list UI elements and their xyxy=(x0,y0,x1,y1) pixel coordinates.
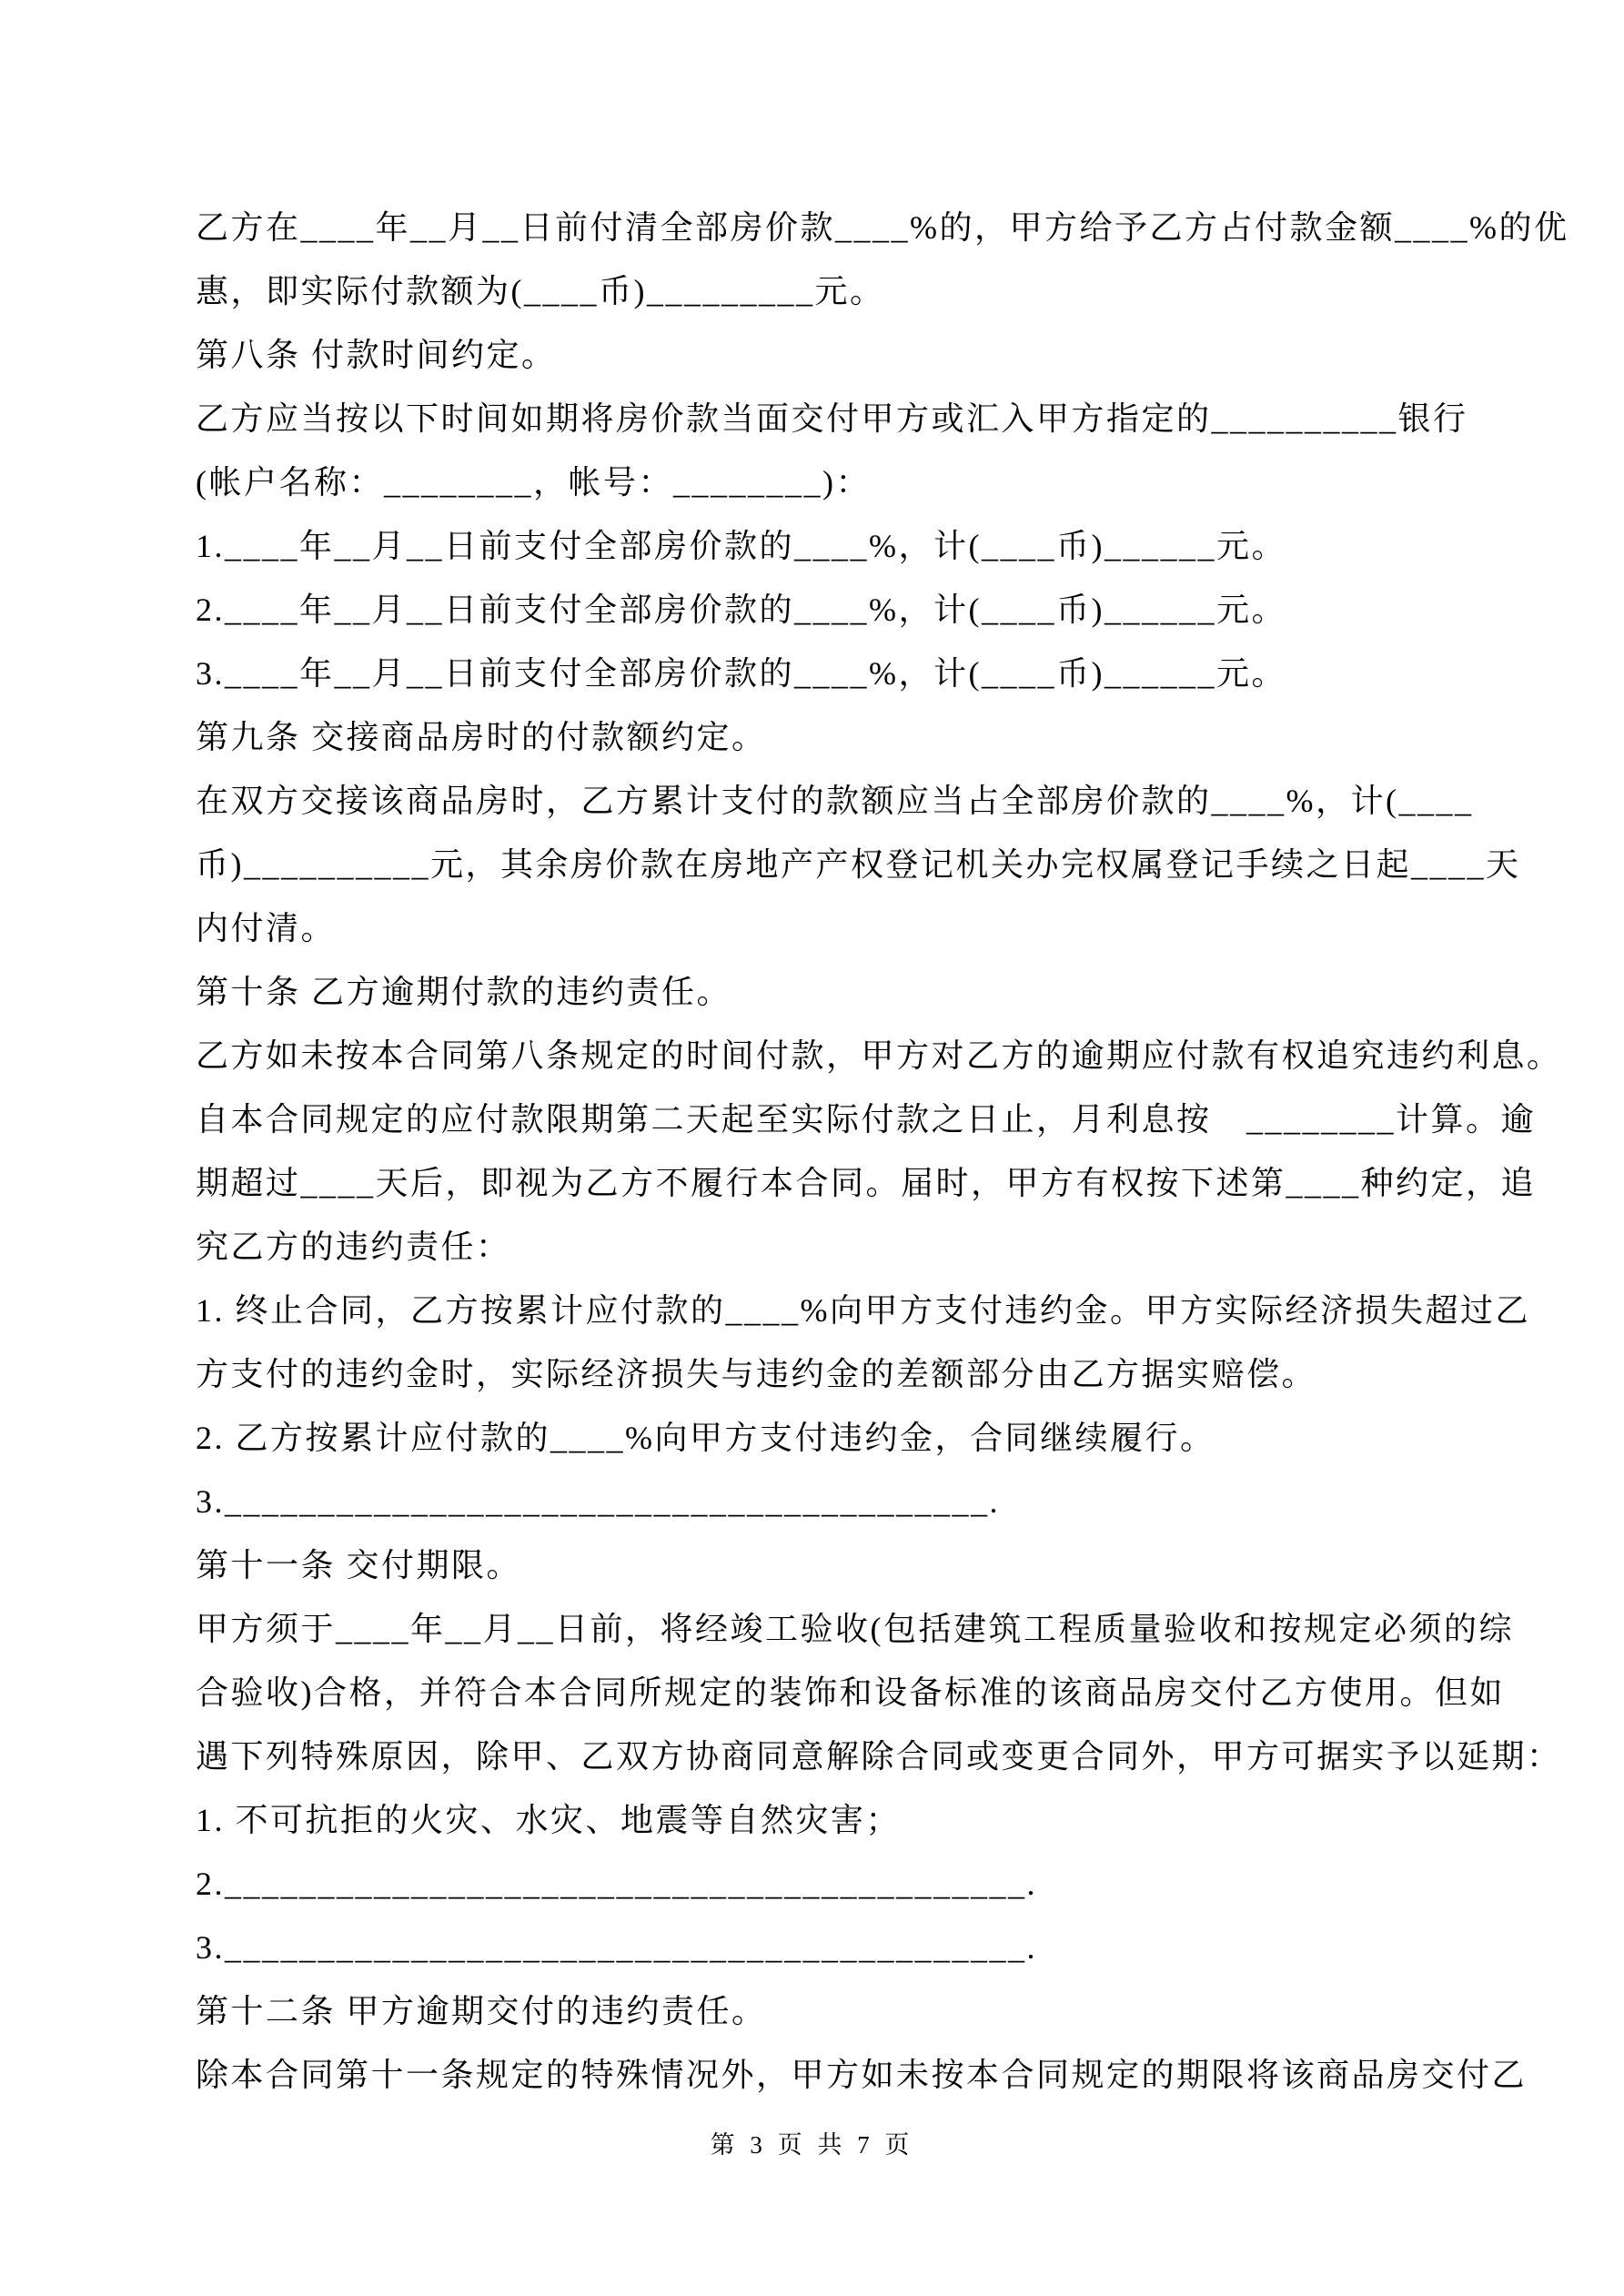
clause-heading-10: 第十条 乙方逾期付款的违约责任。 xyxy=(196,974,732,1010)
contract-list-item: 2.___________________________________________. xyxy=(196,1866,1037,1902)
clause-heading-9: 第九条 交接商品房时的付款额约定。 xyxy=(196,719,767,755)
contract-line: 内付清。 xyxy=(196,910,337,946)
contract-line: 除本合同第十一条规定的特殊情况外，甲方如未按本合同规定的期限将该商品房交付乙 xyxy=(196,2057,1528,2093)
contract-line: 期超过____天后，即视为乙方不履行本合同。届时，甲方有权按下述第____种约定，追 xyxy=(196,1165,1537,1201)
contract-line: 乙方在____年__月__日前付清全部房价款____%的，甲方给予乙方占付款金额____%的优 xyxy=(196,209,1569,246)
contract-line: 币)__________元，其余房价款在房地产产权登记机关办完权属登记手续之日起____天 xyxy=(196,846,1521,883)
contract-line: 乙方应当按以下时间如期将房价款当面交付甲方或汇入甲方指定的__________银行 xyxy=(196,400,1468,437)
clause-heading-12: 第十二条 甲方逾期交付的违约责任。 xyxy=(196,1993,767,2029)
contract-line: 自本合同规定的应付款限期第二天起至实际付款之日止，月利息按 ________计算。逾 xyxy=(196,1101,1537,1138)
contract-line: 乙方如未按本合同第八条规定的时间付款，甲方对乙方的逾期应付款有权追究违约利息。 xyxy=(196,1037,1562,1074)
clause-heading-8: 第八条 付款时间约定。 xyxy=(196,337,557,373)
contract-line: 甲方须于____年__月__日前，将经竣工验收(包括建筑工程质量验收和按规定必须的综 xyxy=(196,1611,1514,1647)
contract-body xyxy=(196,196,1569,2107)
contract-list-item: 1.____年__月__日前支付全部房价款的____%，计(____币)______元。 xyxy=(196,528,1286,564)
contract-line: (帐户名称：________，帐号：________)： xyxy=(196,464,871,501)
contract-line: 惠，即实际付款额为(____币)_________元。 xyxy=(196,273,885,309)
contract-line: 合验收)合格，并符合本合同所规定的装饰和设备标准的该商品房交付乙方使用。但如 xyxy=(196,1674,1505,1711)
contract-list-item: 1. 终止合同，乙方按累计应付款的____%向甲方支付违约金。甲方实际经济损失超过乙 xyxy=(196,1292,1530,1329)
contract-list-item: 3._________________________________________. xyxy=(196,1483,1000,1520)
contract-line: 在双方交接该商品房时，乙方累计支付的款额应当占全部房价款的____%，计(____ xyxy=(196,783,1474,819)
clause-heading-11: 第十一条 交付期限。 xyxy=(196,1547,522,1583)
contract-line: 究乙方的违约责任： xyxy=(196,1229,511,1265)
contract-line: 方支付的违约金时，实际经济损失与违约金的差额部分由乙方据实赔偿。 xyxy=(196,1356,1317,1392)
contract-list-item: 2. 乙方按累计应付款的____%向甲方支付违约金，合同继续履行。 xyxy=(196,1420,1215,1456)
page-number: 第 3 页 共 7 页 xyxy=(710,2131,914,2159)
contract-line: 遇下列特殊原因，除甲、乙双方协商同意解除合同或变更合同外，甲方可据实予以延期： xyxy=(196,1738,1562,1775)
contract-list-item: 1. 不可抗拒的火灾、水灾、地震等自然灾害； xyxy=(196,1802,902,1838)
contract-list-item: 3.____年__月__日前支付全部房价款的____%，计(____币)______元。 xyxy=(196,655,1286,692)
contract-list-item: 2.____年__月__日前支付全部房价款的____%，计(____币)______元。 xyxy=(196,592,1286,628)
contract-list-item: 3.___________________________________________. xyxy=(196,1929,1037,1966)
